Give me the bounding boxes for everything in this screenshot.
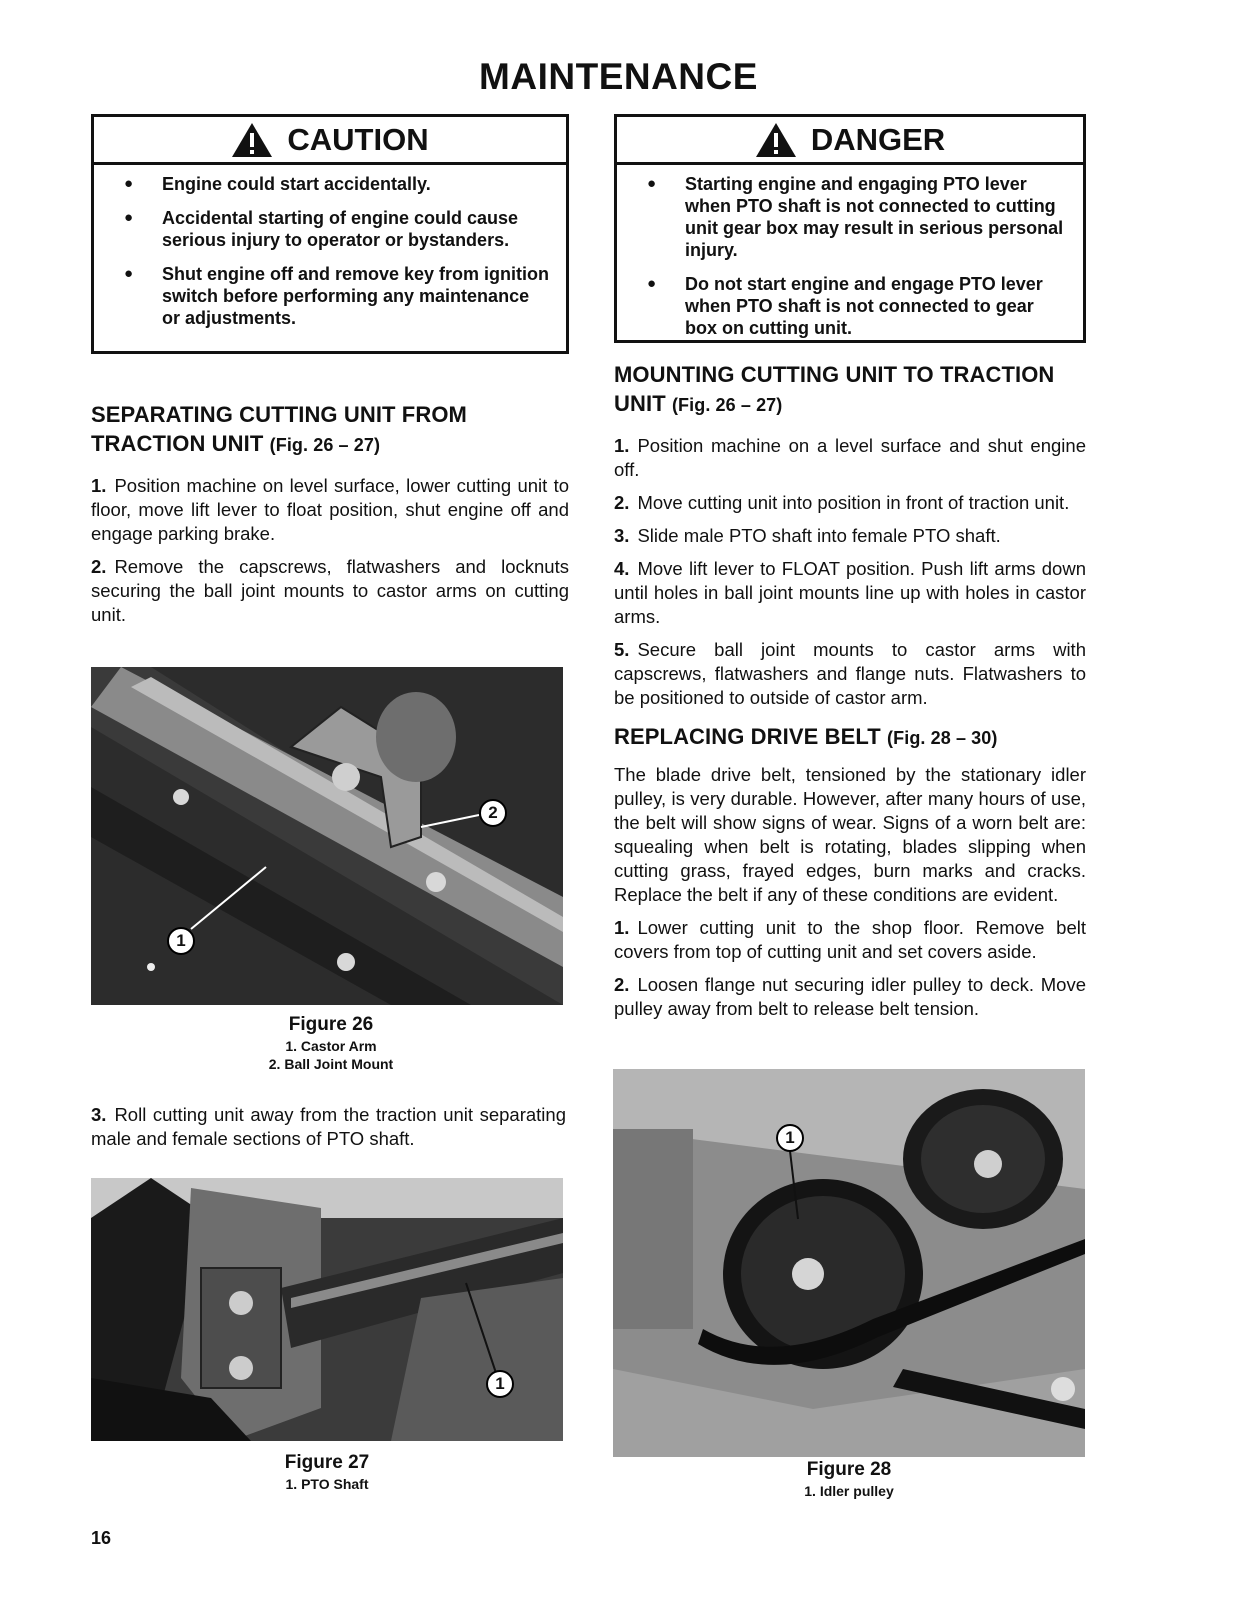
caution-list bbox=[94, 165, 566, 335]
caution-header bbox=[94, 117, 566, 165]
figure-27-caption bbox=[91, 1451, 563, 1493]
figure-reference: (Fig. 28 – 30) bbox=[887, 728, 998, 748]
figure-reference: (Fig. 26 – 27) bbox=[269, 435, 381, 455]
caution-heading: CAUTION bbox=[287, 121, 429, 157]
figure-title: Figure 26 bbox=[288, 1014, 374, 1035]
step-paragraph: 3. Roll cutting unit away from the traction unit separating male and female sections of PTO shaft. bbox=[91, 1104, 566, 1149]
mounting-steps bbox=[614, 434, 1086, 710]
danger-header bbox=[617, 117, 1083, 165]
step-paragraph: 3. Slide male PTO shaft into female PTO shaft. bbox=[614, 525, 1001, 546]
figure-27-image bbox=[91, 1178, 563, 1441]
callout-2: 2 bbox=[479, 799, 507, 827]
intro-paragraph: The blade drive belt, tensioned by the stationary idler pulley, is very durable. However, after many hours of use, the belt will show signs of wear. Signs of a worn belt are: squealing when belt is rotating, blades slipping when cutting grass, frayed edges, burn marks and cracks. Replace the belt if any of these conditions are evident. bbox=[614, 764, 1086, 905]
warning-triangle-icon bbox=[231, 122, 273, 158]
callout-1: 1 bbox=[486, 1370, 514, 1398]
step-paragraph: 1. Lower cutting unit to the shop floor. Remove belt covers from top of cutting unit and set covers aside. bbox=[614, 917, 1086, 962]
separating-steps bbox=[91, 474, 569, 627]
page-title: MAINTENANCE bbox=[479, 56, 758, 97]
step-paragraph: 4. Move lift lever to FLOAT position. Push lift arms down until holes in ball joint mounts line up with holes in castor arms. bbox=[614, 558, 1086, 627]
warning-triangle-icon bbox=[755, 122, 797, 158]
list-item: ● Shut engine off and remove key from ignition switch before performing any maintenance or adjustments. bbox=[124, 263, 552, 329]
list-item: ● Do not start engine and engage PTO lever when PTO shaft is not connected to gear box on cutting unit. bbox=[647, 273, 1069, 339]
caution-box bbox=[91, 114, 569, 354]
step-paragraph: 2. Loosen flange nut securing idler pulley to deck. Move pulley away from belt to release belt tension. bbox=[614, 974, 1086, 1019]
figure-26-caption bbox=[91, 1013, 571, 1073]
left-column bbox=[91, 114, 569, 636]
danger-heading: DANGER bbox=[810, 121, 946, 157]
figure-26-image bbox=[91, 667, 563, 1005]
callout-1: 1 bbox=[167, 927, 195, 955]
section-heading-replacing: REPLACING DRIVE BELT (Fig. 28 – 30) bbox=[614, 724, 998, 749]
figure-28-image bbox=[613, 1069, 1085, 1457]
page-number: 16 bbox=[91, 1528, 112, 1548]
figure-28-caption bbox=[613, 1458, 1085, 1500]
figure-legend-item: 1. Idler pulley bbox=[804, 1483, 894, 1499]
step-paragraph: 2. Remove the capscrews, flatwashers and locknuts securing the ball joint mounts to castor arms on cutting unit. bbox=[91, 556, 569, 625]
figure-legend-item: 1. PTO Shaft bbox=[285, 1476, 369, 1492]
figure-title: Figure 28 bbox=[806, 1459, 892, 1480]
danger-list bbox=[617, 165, 1083, 345]
list-item: ● Accidental starting of engine could cause serious injury to operator or bystanders. bbox=[124, 207, 552, 251]
replacing-steps bbox=[614, 763, 1086, 1021]
step-paragraph: 5. Secure ball joint mounts to castor arms with capscrews, flatwashers and flange nuts. Flatwashers to be positioned to outside of castor arm. bbox=[614, 639, 1086, 708]
list-item: ● Engine could start accidentally. bbox=[124, 173, 552, 195]
right-column bbox=[614, 114, 1086, 1030]
figure-legend-item: 2. Ball Joint Mount bbox=[268, 1056, 394, 1072]
section-heading-separating: SEPARATING CUTTING UNIT FROM TRACTION UNIT (Fig. 26 – 27) bbox=[91, 402, 467, 456]
callout-1: 1 bbox=[776, 1124, 804, 1152]
step-paragraph: 1. Position machine on a level surface and shut engine off. bbox=[614, 435, 1086, 480]
figure-legend-item: 1. Castor Arm bbox=[285, 1038, 377, 1054]
section-heading-mounting: MOUNTING CUTTING UNIT TO TRACTION UNIT (Fig. 26 – 27) bbox=[614, 362, 1055, 416]
figure-title: Figure 27 bbox=[284, 1452, 370, 1473]
figure-reference: (Fig. 26 – 27) bbox=[671, 395, 783, 415]
danger-box bbox=[614, 114, 1086, 343]
list-item: ● Starting engine and engaging PTO lever when PTO shaft is not connected to cutting unit gear box may result in serious personal injury. bbox=[647, 173, 1069, 261]
step-paragraph: 2. Move cutting unit into position in front of traction unit. bbox=[614, 492, 1070, 513]
step-paragraph: 1. Position machine on level surface, lower cutting unit to floor, move lift lever to float position, shut engine off and engage parking brake. bbox=[91, 475, 569, 544]
